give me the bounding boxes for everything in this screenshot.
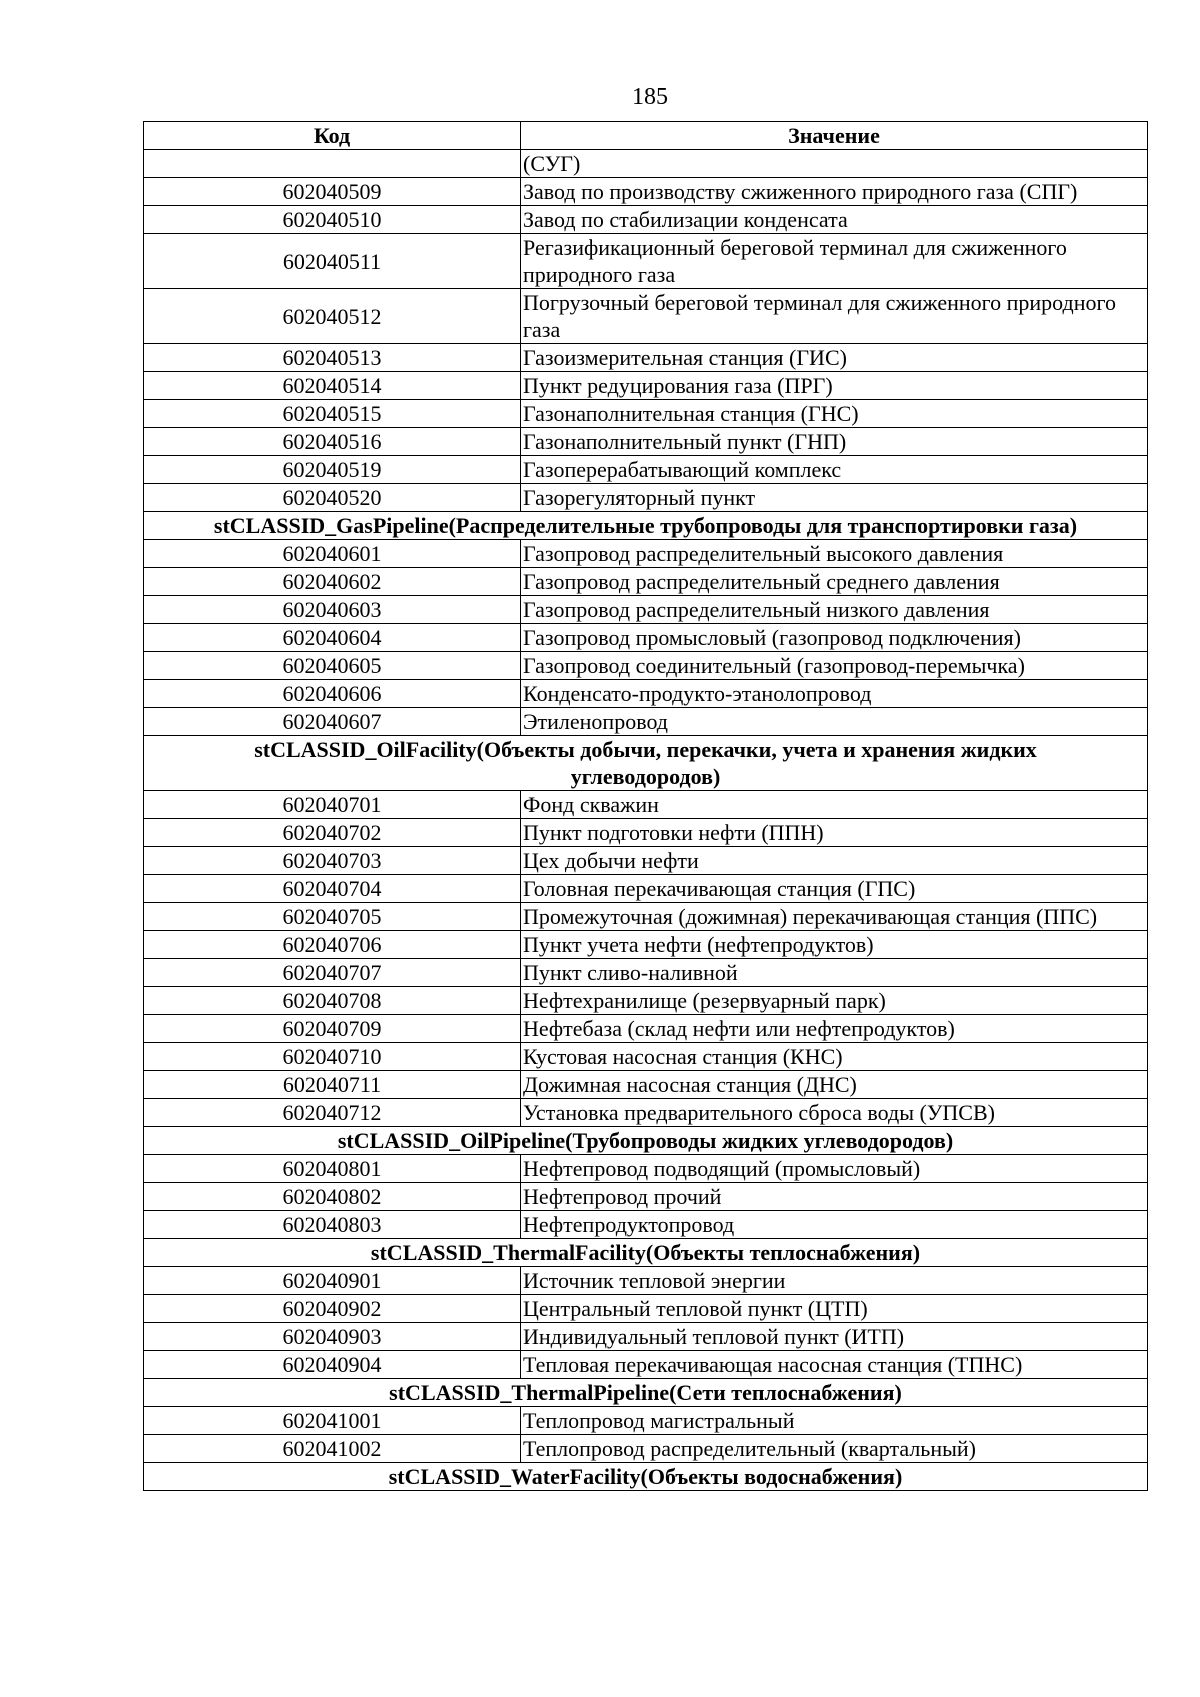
value-cell: Источник тепловой энергии	[521, 1267, 1148, 1295]
table-row	[144, 150, 1148, 178]
value-cell: Газопровод промысловый (газопровод подключения)	[521, 624, 1148, 652]
value-cell: Газопровод распределительный среднего давления	[521, 568, 1148, 596]
section-header-row	[144, 1379, 1148, 1407]
section-header-row	[144, 736, 1148, 791]
table-row	[144, 708, 1148, 736]
table-row	[144, 1015, 1148, 1043]
table-row	[144, 289, 1148, 344]
code-cell: 602040904	[144, 1351, 521, 1379]
table-row	[144, 428, 1148, 456]
section-title: stCLASSID_ThermalPipeline(Сети теплоснабжения)	[144, 1379, 1148, 1407]
table-row	[144, 568, 1148, 596]
table-row	[144, 372, 1148, 400]
table-row	[144, 456, 1148, 484]
section-header-row	[144, 1127, 1148, 1155]
code-cell: 602041001	[144, 1407, 521, 1435]
value-cell: Нефтебаза (склад нефти или нефтепродуктов)	[521, 1015, 1148, 1043]
value-cell: Нефтепровод прочий	[521, 1183, 1148, 1211]
table-header-row	[144, 122, 1148, 150]
code-cell: 602040510	[144, 206, 521, 234]
table-row	[144, 1099, 1148, 1127]
value-cell: Нефтепродуктопровод	[521, 1211, 1148, 1239]
code-cell: 602040708	[144, 987, 521, 1015]
value-cell: Этиленопровод	[521, 708, 1148, 736]
code-cell: 602040709	[144, 1015, 521, 1043]
value-cell: Газопровод соединительный (газопровод-перемычка)	[521, 652, 1148, 680]
section-header-row	[144, 512, 1148, 540]
code-cell: 602040703	[144, 847, 521, 875]
value-cell: Теплопровод распределительный (квартальный)	[521, 1435, 1148, 1463]
value-cell: Теплопровод магистральный	[521, 1407, 1148, 1435]
code-cell: 602040711	[144, 1071, 521, 1099]
value-cell: (СУГ)	[521, 150, 1148, 178]
code-cell: 602040704	[144, 875, 521, 903]
value-cell: Фонд скважин	[521, 791, 1148, 819]
table-row	[144, 652, 1148, 680]
table-row	[144, 819, 1148, 847]
code-cell: 602040903	[144, 1323, 521, 1351]
table-row	[144, 344, 1148, 372]
code-cell: 602040603	[144, 596, 521, 624]
value-cell: Пункт редуцирования газа (ПРГ)	[521, 372, 1148, 400]
value-cell: Пункт сливо-наливной	[521, 959, 1148, 987]
column-header-value: Значение	[521, 122, 1148, 150]
value-cell: Центральный тепловой пункт (ЦТП)	[521, 1295, 1148, 1323]
table-row	[144, 987, 1148, 1015]
code-cell: 602040513	[144, 344, 521, 372]
value-cell: Дожимная насосная станция (ДНС)	[521, 1071, 1148, 1099]
table-row	[144, 875, 1148, 903]
code-cell: 602040902	[144, 1295, 521, 1323]
section-header-row	[144, 1463, 1148, 1491]
table-row	[144, 1351, 1148, 1379]
table-row	[144, 1435, 1148, 1463]
value-cell: Тепловая перекачивающая насосная станция (ТПНС)	[521, 1351, 1148, 1379]
section-title: stCLASSID_OilFacility(Объекты добычи, перекачки, учета и хранения жидких углеводородов)	[144, 736, 1148, 791]
code-cell: 602040520	[144, 484, 521, 512]
code-cell: 602041002	[144, 1435, 521, 1463]
code-cell: 602040511	[144, 234, 521, 289]
code-cell: 602040705	[144, 903, 521, 931]
table-row	[144, 540, 1148, 568]
value-cell: Газорегуляторный пункт	[521, 484, 1148, 512]
value-cell: Завод по производству сжиженного природного газа (СПГ)	[521, 178, 1148, 206]
table-row	[144, 400, 1148, 428]
value-cell: Газоперерабатывающий комплекс	[521, 456, 1148, 484]
section-title: stCLASSID_GasPipeline(Распределительные трубопроводы для транспортировки газа)	[144, 512, 1148, 540]
table-row	[144, 178, 1148, 206]
value-cell: Нефтехранилище (резервуарный парк)	[521, 987, 1148, 1015]
code-cell: 602040605	[144, 652, 521, 680]
value-cell: Индивидуальный тепловой пункт (ИТП)	[521, 1323, 1148, 1351]
table-row	[144, 1155, 1148, 1183]
value-cell: Пункт подготовки нефти (ППН)	[521, 819, 1148, 847]
section-title: stCLASSID_OilPipeline(Трубопроводы жидких углеводородов)	[144, 1127, 1148, 1155]
code-cell: 602040707	[144, 959, 521, 987]
table-row	[144, 206, 1148, 234]
code-cell: 602040601	[144, 540, 521, 568]
table-row	[144, 1211, 1148, 1239]
value-cell: Пункт учета нефти (нефтепродуктов)	[521, 931, 1148, 959]
table-row	[144, 596, 1148, 624]
table-row	[144, 1295, 1148, 1323]
code-cell: 602040803	[144, 1211, 521, 1239]
code-cell: 602040701	[144, 791, 521, 819]
section-title: stCLASSID_WaterFacility(Объекты водоснабжения)	[144, 1463, 1148, 1491]
code-cell: 602040604	[144, 624, 521, 652]
table-row	[144, 847, 1148, 875]
code-cell: 602040702	[144, 819, 521, 847]
code-cell: 602040801	[144, 1155, 521, 1183]
code-cell: 602040706	[144, 931, 521, 959]
code-cell: 602040712	[144, 1099, 521, 1127]
value-cell: Головная перекачивающая станция (ГПС)	[521, 875, 1148, 903]
value-cell: Установка предварительного сброса воды (УПСВ)	[521, 1099, 1148, 1127]
value-cell: Газоизмерительная станция (ГИС)	[521, 344, 1148, 372]
code-cell: 602040512	[144, 289, 521, 344]
value-cell: Нефтепровод подводящий (промысловый)	[521, 1155, 1148, 1183]
code-table	[143, 121, 1148, 1491]
code-cell: 602040710	[144, 1043, 521, 1071]
value-cell: Газопровод распределительный высокого давления	[521, 540, 1148, 568]
table-row	[144, 1071, 1148, 1099]
table-row	[144, 959, 1148, 987]
table-row	[144, 1407, 1148, 1435]
value-cell: Завод по стабилизации конденсата	[521, 206, 1148, 234]
code-cell: 602040509	[144, 178, 521, 206]
code-cell: 602040802	[144, 1183, 521, 1211]
code-cell: 602040607	[144, 708, 521, 736]
code-cell: 602040606	[144, 680, 521, 708]
value-cell: Кустовая насосная станция (КНС)	[521, 1043, 1148, 1071]
code-cell: 602040516	[144, 428, 521, 456]
code-cell: 602040514	[144, 372, 521, 400]
value-cell: Газопровод распределительный низкого давления	[521, 596, 1148, 624]
code-cell: 602040602	[144, 568, 521, 596]
table-row	[144, 1043, 1148, 1071]
value-cell: Цех добычи нефти	[521, 847, 1148, 875]
table-row	[144, 1183, 1148, 1211]
value-cell: Промежуточная (дожимная) перекачивающая станция (ППС)	[521, 903, 1148, 931]
table-row	[144, 791, 1148, 819]
column-header-code: Код	[144, 122, 521, 150]
code-cell: 602040901	[144, 1267, 521, 1295]
value-cell: Погрузочный береговой терминал для сжиженного природного газа	[521, 289, 1148, 344]
code-cell: 602040515	[144, 400, 521, 428]
value-cell: Газонаполнительная станция (ГНС)	[521, 400, 1148, 428]
table-row	[144, 903, 1148, 931]
value-cell: Конденсато-продукто-этанолопровод	[521, 680, 1148, 708]
table-row	[144, 484, 1148, 512]
section-header-row	[144, 1239, 1148, 1267]
table-row	[144, 624, 1148, 652]
table-body	[144, 150, 1148, 1491]
table-row	[144, 1323, 1148, 1351]
page-number: 185	[632, 84, 668, 110]
value-cell: Газонаполнительный пункт (ГНП)	[521, 428, 1148, 456]
table-row	[144, 931, 1148, 959]
table-row	[144, 234, 1148, 289]
table-row	[144, 680, 1148, 708]
section-title: stCLASSID_ThermalFacility(Объекты теплоснабжения)	[144, 1239, 1148, 1267]
table-row	[144, 1267, 1148, 1295]
value-cell: Регазификационный береговой терминал для сжиженного природного газа	[521, 234, 1148, 289]
code-cell: 602040519	[144, 456, 521, 484]
code-cell	[144, 150, 521, 178]
